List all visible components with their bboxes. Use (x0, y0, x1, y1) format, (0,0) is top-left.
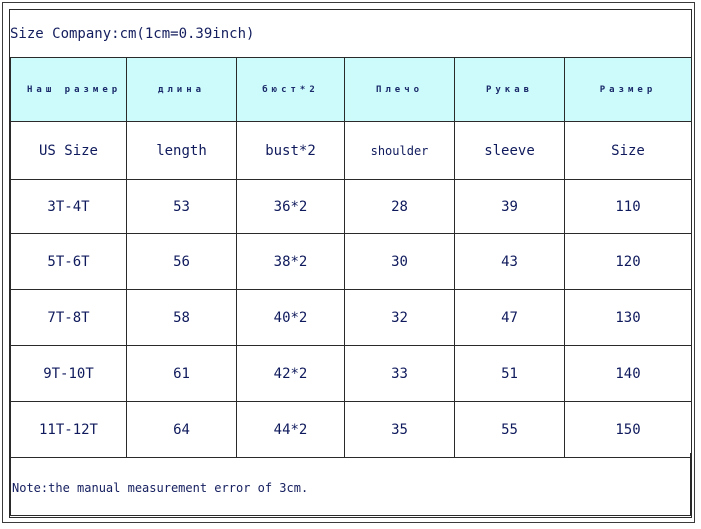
cell-length: 64 (127, 402, 237, 458)
header-row-english (11, 122, 692, 180)
cell-shoulder: 30 (345, 234, 455, 290)
cell-us-size: 5T-6T (11, 234, 127, 290)
table-row (11, 234, 692, 290)
cell-bust: 38*2 (237, 234, 345, 290)
cell-shoulder: 35 (345, 402, 455, 458)
cell-length: 61 (127, 346, 237, 402)
cell-size: 140 (565, 346, 692, 402)
cell-bust: 36*2 (237, 180, 345, 234)
cell-length: 53 (127, 180, 237, 234)
header-en-us-size: US Size (11, 122, 127, 180)
header-ru-sleeve: Рукав (455, 58, 565, 122)
cell-length: 56 (127, 234, 237, 290)
cell-us-size: 7T-8T (11, 290, 127, 346)
page-title: Size Company:cm(1cm=0.39inch) (10, 26, 255, 42)
table-row (11, 180, 692, 234)
header-en-sleeve: sleeve (455, 122, 565, 180)
cell-size: 120 (565, 234, 692, 290)
cell-shoulder: 28 (345, 180, 455, 234)
cell-us-size: 11T-12T (11, 402, 127, 458)
cell-size: 130 (565, 290, 692, 346)
cell-sleeve: 55 (455, 402, 565, 458)
header-ru-length: длина (127, 58, 237, 122)
header-row-russian (11, 58, 692, 122)
table-row (11, 402, 692, 458)
header-ru-size: Размер (565, 58, 692, 122)
cell-us-size: 9T-10T (11, 346, 127, 402)
cell-sleeve: 39 (455, 180, 565, 234)
cell-bust: 44*2 (237, 402, 345, 458)
cell-size: 110 (565, 180, 692, 234)
table-row (11, 346, 692, 402)
cell-sleeve: 51 (455, 346, 565, 402)
header-en-bust: bust*2 (237, 122, 345, 180)
size-chart-table (10, 57, 692, 458)
cell-us-size: 3T-4T (11, 180, 127, 234)
cell-bust: 40*2 (237, 290, 345, 346)
cell-length: 58 (127, 290, 237, 346)
cell-shoulder: 32 (345, 290, 455, 346)
header-en-length: length (127, 122, 237, 180)
header-ru-shoulder: Плечо (345, 58, 455, 122)
cell-sleeve: 47 (455, 290, 565, 346)
header-ru-bust: бюст*2 (237, 58, 345, 122)
cell-sleeve: 43 (455, 234, 565, 290)
cell-bust: 42*2 (237, 346, 345, 402)
cell-size: 150 (565, 402, 692, 458)
table-row (11, 290, 692, 346)
measurement-note: Note:the manual measurement error of 3cm. (10, 453, 691, 516)
cell-shoulder: 33 (345, 346, 455, 402)
header-en-size: Size (565, 122, 692, 180)
header-en-shoulder: shoulder (345, 122, 455, 180)
header-ru-our-size: Наш размер (11, 58, 127, 122)
